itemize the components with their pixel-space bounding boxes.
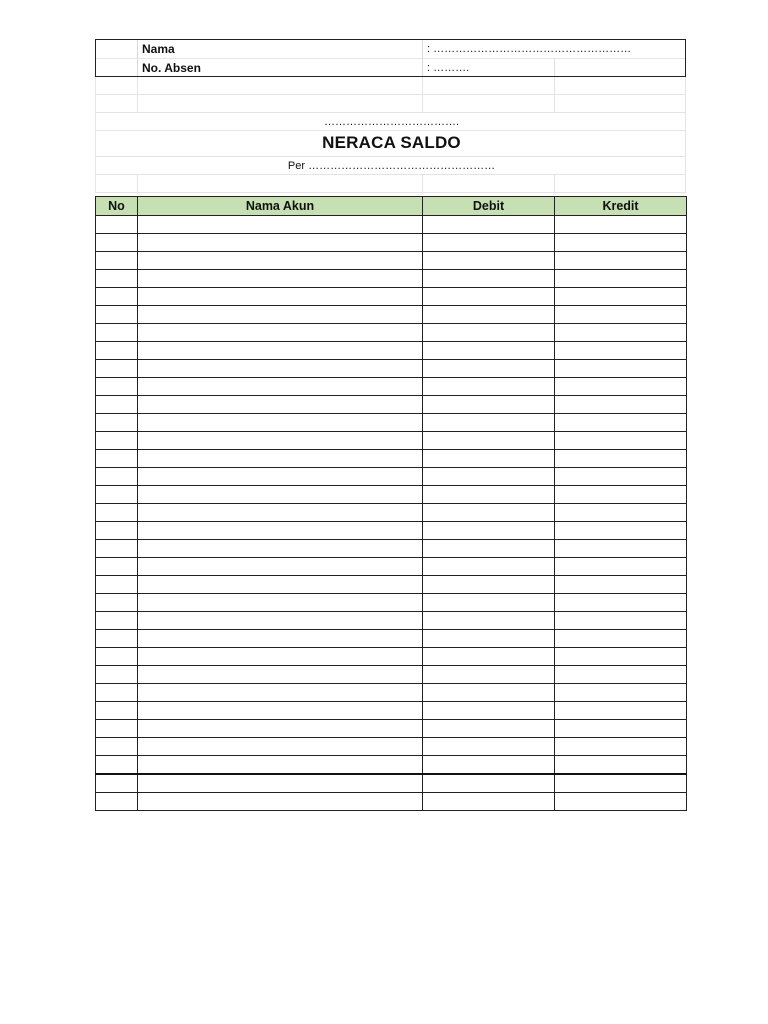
debit-cell[interactable] <box>423 486 555 504</box>
table-row <box>96 612 687 630</box>
spacer-row <box>96 95 685 113</box>
debit-cell[interactable] <box>423 793 555 811</box>
table-row <box>96 342 687 360</box>
no-cell[interactable] <box>96 306 138 324</box>
kredit-cell[interactable] <box>555 648 687 666</box>
absen-label: No. Absen <box>138 59 423 76</box>
nama-akun-cell[interactable] <box>138 738 423 756</box>
no-cell[interactable] <box>96 252 138 270</box>
kredit-cell[interactable] <box>555 414 687 432</box>
nama-akun-cell[interactable] <box>138 432 423 450</box>
table-body <box>96 216 687 811</box>
debit-cell[interactable] <box>423 702 555 720</box>
kredit-cell[interactable] <box>555 612 687 630</box>
nama-akun-cell[interactable] <box>138 252 423 270</box>
debit-cell[interactable] <box>423 306 555 324</box>
kredit-cell[interactable] <box>555 720 687 738</box>
debit-cell[interactable] <box>423 756 555 775</box>
debit-cell[interactable] <box>423 558 555 576</box>
debit-cell[interactable] <box>423 522 555 540</box>
column-header-kredit: Kredit <box>555 197 687 216</box>
debit-cell[interactable] <box>423 612 555 630</box>
debit-cell[interactable] <box>423 684 555 702</box>
no-cell[interactable] <box>96 486 138 504</box>
table-row <box>96 540 687 558</box>
no-cell[interactable] <box>96 324 138 342</box>
table-row <box>96 666 687 684</box>
nama-akun-cell[interactable] <box>138 576 423 594</box>
nama-akun-cell[interactable] <box>138 684 423 702</box>
company-row <box>96 113 685 131</box>
table-row <box>96 378 687 396</box>
kredit-cell[interactable] <box>555 252 687 270</box>
no-cell[interactable] <box>96 468 138 486</box>
nama-akun-cell[interactable] <box>138 630 423 648</box>
kredit-cell[interactable] <box>555 630 687 648</box>
no-cell[interactable] <box>96 558 138 576</box>
table-row <box>96 360 687 378</box>
debit-cell[interactable] <box>423 540 555 558</box>
kredit-cell[interactable] <box>555 594 687 612</box>
nama-akun-cell[interactable] <box>138 414 423 432</box>
debit-cell[interactable] <box>423 360 555 378</box>
nama-akun-cell[interactable] <box>138 702 423 720</box>
debit-cell[interactable] <box>423 324 555 342</box>
table-row <box>96 324 687 342</box>
absen-value[interactable]: : ………. <box>423 59 555 76</box>
table-row <box>96 234 687 252</box>
table-row <box>96 630 687 648</box>
debit-cell[interactable] <box>423 594 555 612</box>
no-cell[interactable] <box>96 774 138 793</box>
no-cell[interactable] <box>96 288 138 306</box>
no-cell[interactable] <box>96 756 138 775</box>
kredit-cell[interactable] <box>555 234 687 252</box>
table-row <box>96 522 687 540</box>
nama-akun-cell[interactable] <box>138 342 423 360</box>
trial-balance-table <box>95 196 687 811</box>
debit-cell[interactable] <box>423 576 555 594</box>
nama-akun-cell[interactable] <box>138 378 423 396</box>
kredit-cell[interactable] <box>555 558 687 576</box>
table-row <box>96 432 687 450</box>
no-cell[interactable] <box>96 576 138 594</box>
spacer-row <box>96 77 685 95</box>
table-header-row <box>96 197 687 216</box>
debit-cell[interactable] <box>423 414 555 432</box>
absen-row <box>96 58 685 76</box>
nama-akun-cell[interactable] <box>138 612 423 630</box>
kredit-cell[interactable] <box>555 468 687 486</box>
debit-cell[interactable] <box>423 774 555 793</box>
debit-cell[interactable] <box>423 504 555 522</box>
no-cell[interactable] <box>96 432 138 450</box>
debit-cell[interactable] <box>423 270 555 288</box>
table-row <box>96 270 687 288</box>
table-row <box>96 504 687 522</box>
table-row <box>96 594 687 612</box>
no-cell[interactable] <box>96 450 138 468</box>
table-row <box>96 306 687 324</box>
no-cell[interactable] <box>96 720 138 738</box>
no-cell[interactable] <box>96 540 138 558</box>
kredit-cell[interactable] <box>555 378 687 396</box>
nama-akun-cell[interactable] <box>138 756 423 775</box>
table-row <box>96 684 687 702</box>
nama-akun-cell[interactable] <box>138 360 423 378</box>
nama-akun-cell[interactable] <box>138 396 423 414</box>
period-text[interactable]: Per …………………………………………… <box>287 160 496 172</box>
table-row <box>96 558 687 576</box>
debit-cell[interactable] <box>423 252 555 270</box>
nama-akun-cell[interactable] <box>138 270 423 288</box>
debit-cell[interactable] <box>423 342 555 360</box>
kredit-cell[interactable] <box>555 360 687 378</box>
table-row <box>96 288 687 306</box>
kredit-cell[interactable] <box>555 738 687 756</box>
no-cell[interactable] <box>96 216 138 234</box>
nama-akun-cell[interactable] <box>138 288 423 306</box>
debit-cell[interactable] <box>423 288 555 306</box>
nama-akun-cell[interactable] <box>138 774 423 793</box>
table-row <box>96 648 687 666</box>
debit-cell[interactable] <box>423 738 555 756</box>
table-row <box>96 702 687 720</box>
period-row <box>96 157 685 175</box>
table-row <box>96 396 687 414</box>
nama-akun-cell[interactable] <box>138 504 423 522</box>
debit-cell[interactable] <box>423 378 555 396</box>
nama-akun-cell[interactable] <box>138 648 423 666</box>
nama-akun-cell[interactable] <box>138 450 423 468</box>
company-name[interactable]: ………………………………. <box>323 116 460 128</box>
debit-cell[interactable] <box>423 666 555 684</box>
no-cell[interactable] <box>96 793 138 811</box>
kredit-cell[interactable] <box>555 288 687 306</box>
kredit-cell[interactable] <box>555 270 687 288</box>
debit-cell[interactable] <box>423 648 555 666</box>
name-label: Nama <box>138 40 423 58</box>
nama-akun-cell[interactable] <box>138 522 423 540</box>
name-row <box>96 40 685 58</box>
no-cell[interactable] <box>96 684 138 702</box>
kredit-cell[interactable] <box>555 684 687 702</box>
kredit-cell[interactable] <box>555 793 687 811</box>
no-cell[interactable] <box>96 342 138 360</box>
column-header-no: No <box>96 197 138 216</box>
nama-akun-cell[interactable] <box>138 793 423 811</box>
kredit-cell[interactable] <box>555 702 687 720</box>
spacer-row <box>96 175 685 193</box>
table-row <box>96 793 687 811</box>
debit-cell[interactable] <box>423 630 555 648</box>
nama-akun-cell[interactable] <box>138 540 423 558</box>
no-cell[interactable] <box>96 666 138 684</box>
nama-akun-cell[interactable] <box>138 324 423 342</box>
table-row <box>96 486 687 504</box>
nama-akun-cell[interactable] <box>138 306 423 324</box>
nama-akun-cell[interactable] <box>138 486 423 504</box>
table-row <box>96 414 687 432</box>
kredit-cell[interactable] <box>555 486 687 504</box>
debit-cell[interactable] <box>423 450 555 468</box>
page-title: NERACA SALDO <box>322 133 461 152</box>
no-cell[interactable] <box>96 234 138 252</box>
table-row <box>96 720 687 738</box>
student-info-box <box>95 39 686 77</box>
worksheet <box>95 39 686 193</box>
table-row <box>96 756 687 775</box>
no-cell[interactable] <box>96 360 138 378</box>
table-row <box>96 774 687 793</box>
no-cell[interactable] <box>96 504 138 522</box>
column-header-nama-akun: Nama Akun <box>138 197 423 216</box>
no-cell[interactable] <box>96 414 138 432</box>
kredit-cell[interactable] <box>555 756 687 775</box>
kredit-cell[interactable] <box>555 396 687 414</box>
kredit-cell[interactable] <box>555 774 687 793</box>
nama-akun-cell[interactable] <box>138 234 423 252</box>
debit-cell[interactable] <box>423 216 555 234</box>
nama-akun-cell[interactable] <box>138 594 423 612</box>
no-cell[interactable] <box>96 702 138 720</box>
nama-akun-cell[interactable] <box>138 720 423 738</box>
kredit-cell[interactable] <box>555 216 687 234</box>
kredit-cell[interactable] <box>555 576 687 594</box>
debit-cell[interactable] <box>423 234 555 252</box>
nama-akun-cell[interactable] <box>138 216 423 234</box>
kredit-cell[interactable] <box>555 666 687 684</box>
kredit-cell[interactable] <box>555 522 687 540</box>
title-row <box>96 131 685 157</box>
no-cell[interactable] <box>96 270 138 288</box>
column-header-debit: Debit <box>423 197 555 216</box>
debit-cell[interactable] <box>423 468 555 486</box>
no-cell[interactable] <box>96 522 138 540</box>
no-cell[interactable] <box>96 612 138 630</box>
table-row <box>96 738 687 756</box>
kredit-cell[interactable] <box>555 342 687 360</box>
table-row <box>96 468 687 486</box>
nama-akun-cell[interactable] <box>138 558 423 576</box>
name-value[interactable]: : ……………………………………………… <box>427 43 632 55</box>
table-row <box>96 252 687 270</box>
kredit-cell[interactable] <box>555 306 687 324</box>
no-cell[interactable] <box>96 738 138 756</box>
debit-cell[interactable] <box>423 396 555 414</box>
title-area <box>95 77 686 193</box>
no-cell[interactable] <box>96 594 138 612</box>
kredit-cell[interactable] <box>555 432 687 450</box>
no-cell[interactable] <box>96 378 138 396</box>
debit-cell[interactable] <box>423 720 555 738</box>
no-cell[interactable] <box>96 648 138 666</box>
kredit-cell[interactable] <box>555 504 687 522</box>
kredit-cell[interactable] <box>555 450 687 468</box>
table-row <box>96 216 687 234</box>
kredit-cell[interactable] <box>555 324 687 342</box>
kredit-cell[interactable] <box>555 540 687 558</box>
nama-akun-cell[interactable] <box>138 666 423 684</box>
no-cell[interactable] <box>96 630 138 648</box>
debit-cell[interactable] <box>423 432 555 450</box>
nama-akun-cell[interactable] <box>138 468 423 486</box>
table-row <box>96 576 687 594</box>
table-row <box>96 450 687 468</box>
no-cell[interactable] <box>96 396 138 414</box>
